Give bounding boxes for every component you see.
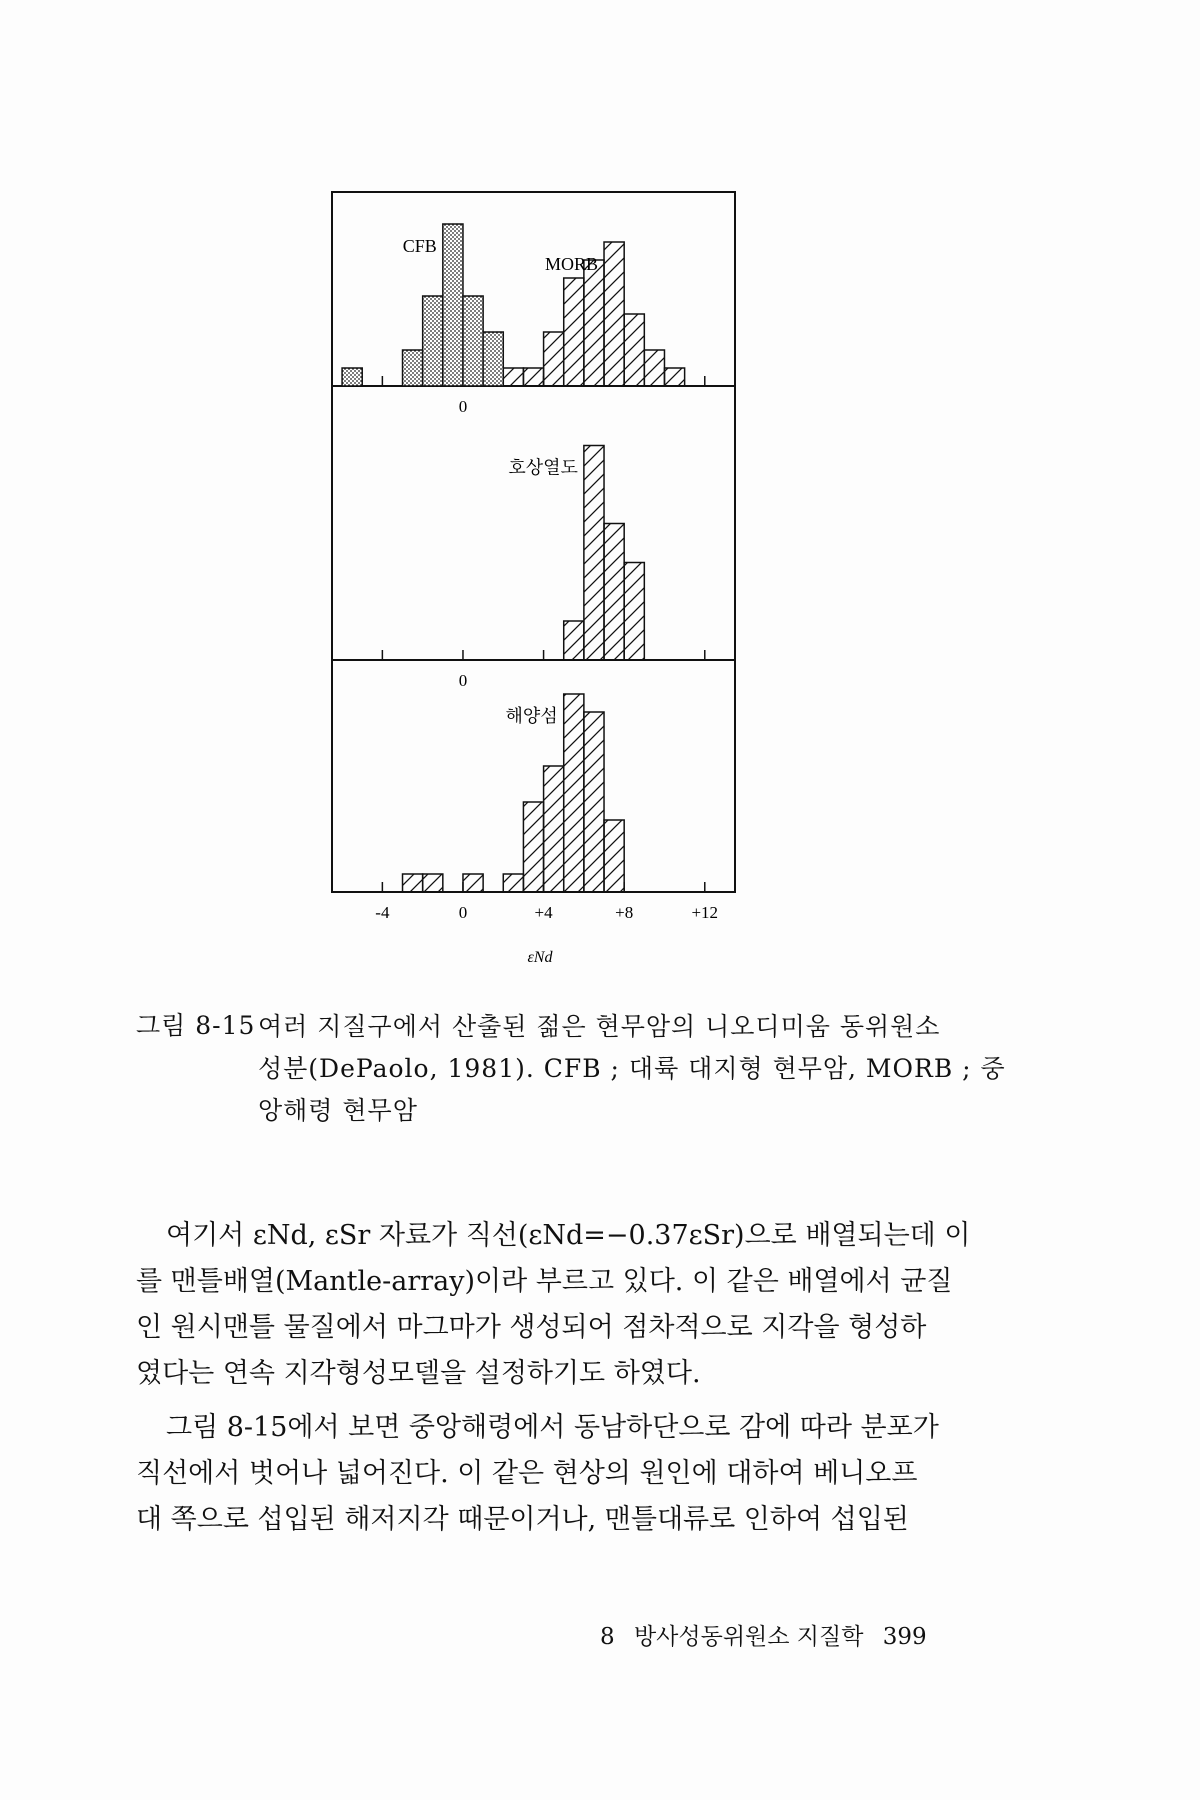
series-label: 호상열도: [508, 457, 578, 478]
footer-title: 방사성동위원소 지질학: [633, 1624, 864, 1650]
page-footer: [600, 1618, 930, 1651]
tick-label: +12: [691, 903, 719, 922]
series-label: 해양섬: [505, 706, 558, 726]
text-line: 그림 8-15에서 보면 중앙해령에서 동남하단으로 감에 따라 분포가: [166, 1412, 939, 1443]
page-number: 399: [882, 1624, 927, 1650]
series-label: MORB: [545, 254, 599, 274]
histogram-bar: [423, 296, 443, 386]
histogram-bar: [403, 874, 423, 892]
body-text: [136, 1213, 971, 1551]
series-label: CFB: [402, 236, 437, 256]
histogram-bar: [503, 368, 523, 386]
text-line: 를 맨틀배열(Mantle-array)이라 부르고 있다. 이 같은 배열에서 균질: [136, 1266, 953, 1297]
histogram-bar: [644, 350, 664, 386]
text-line: 였다는 연속 지각형성모델을 설정하기도 하였다.: [136, 1358, 701, 1389]
histogram-bar: [544, 332, 564, 386]
histogram-bar: [664, 368, 684, 386]
histogram-bar: [463, 296, 483, 386]
histogram-bar: [564, 278, 584, 386]
histogram-bar: [523, 802, 543, 892]
tick-label: 0: [458, 903, 468, 922]
histogram-bar: [443, 224, 463, 386]
caption-label: 그림 8-15: [136, 1011, 256, 1040]
histogram-bar: [342, 368, 362, 386]
tick-label: +8: [615, 903, 634, 922]
histogram-bar: [584, 446, 604, 661]
tick-label: +4: [534, 903, 553, 922]
caption-line: 앙해령 현무암: [258, 1096, 418, 1125]
histogram-bar: [503, 874, 523, 892]
text-line: 대 쪽으로 섭입된 해저지각 때문이거나, 맨틀대류로 인하여 섭입된: [136, 1504, 909, 1535]
text-line: 인 원시맨틀 물질에서 마그마가 생성되어 점차적으로 지각을 형성하: [136, 1312, 927, 1343]
histogram-bar: [463, 874, 483, 892]
histogram-bar: [604, 524, 624, 661]
histogram-bar: [624, 314, 644, 386]
figure-frame: [332, 192, 735, 892]
paragraph-1: [136, 1213, 971, 1397]
text-line: 직선에서 벗어나 넓어진다. 이 같은 현상의 원인에 대하여 베니오프: [136, 1458, 918, 1489]
histogram-bar: [584, 712, 604, 892]
histogram-bar: [403, 350, 423, 386]
histogram-bar: [604, 242, 624, 386]
text-line: 여기서 εNd, εSr 자료가 직선(εNd=−0.37εSr)으로 배열되는데 이: [166, 1220, 971, 1251]
histogram-bar: [544, 766, 564, 892]
histogram-bar: [423, 874, 443, 892]
axis-xlabel: εNd: [527, 949, 553, 966]
caption-line: 성분(DePaolo, 1981). CFB ; 대륙 대지형 현무암, MORB ; 중: [258, 1054, 1006, 1083]
tick-label: -4: [375, 903, 390, 922]
histogram-bar: [564, 621, 584, 660]
paragraph-2: [136, 1405, 956, 1543]
histogram-bar: [624, 563, 644, 661]
caption-line: 여러 지질구에서 산출된 젊은 현무암의 니오디미움 동위원소: [258, 1012, 941, 1041]
footer-chapter: 8: [600, 1624, 615, 1650]
histogram-bar: [483, 332, 503, 386]
tick-label: 0: [458, 671, 468, 690]
histogram-bar: [564, 694, 584, 892]
histogram-bar: [604, 820, 624, 892]
histogram-bar: [523, 368, 543, 386]
tick-label: 0: [458, 397, 468, 416]
caption-text: [258, 1006, 1006, 1132]
histogram-bar: [584, 260, 604, 386]
